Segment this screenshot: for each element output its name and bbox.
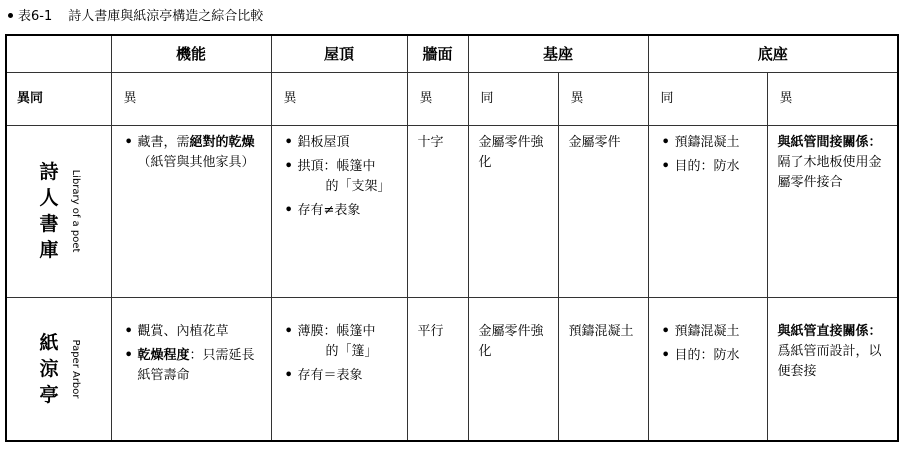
arbor-wall: 平行 [407,297,468,441]
diff-base-2: 異 [558,72,648,125]
list-item: • 預鑄混凝土 [659,133,757,153]
list-item: • 鋁板屋頂 [282,133,397,153]
arbor-name-en: Paper Arbor [70,339,81,399]
list-item: • 存有≠表象 [282,201,397,221]
diff-wall: 異 [407,72,468,125]
arbor-base-1: 金屬零件強化 [468,297,558,441]
diff-row-label: 異同 [6,72,111,125]
list-item: • 乾燥程度：只需延長紙管壽命 [122,346,261,386]
arbor-roof [271,297,407,441]
library-name-en: Library of a poet [70,169,81,253]
comparison-table [5,34,899,442]
library-base-1: 金屬零件強化 [468,125,558,297]
library-row-header [6,125,111,297]
library-base-2: 金屬零件 [558,125,648,297]
table-caption [8,6,263,28]
arbor-base-2: 預鑄混凝土 [558,297,648,441]
list-item: • 觀賞、內植花草 [122,322,261,342]
diff-base-1: 同 [468,72,558,125]
arbor-name-zh: 紙涼亭 [39,331,59,406]
diff-roof: 異 [271,72,407,125]
list-item: • 預鑄混凝土 [659,322,757,342]
diff-foundation-2: 異 [767,72,898,125]
arbor-foundation-2: 與紙管直接關係：爲紙管而設計，以便套接 [767,297,898,441]
list-item: • 目的：防水 [659,346,757,366]
list-item: • 目的：防水 [659,157,757,177]
library-name-zh: 詩人書庫 [39,161,59,261]
library-roof [271,125,407,297]
list-item: • 存有＝表象 [282,366,397,386]
header-base: 基座 [468,35,648,72]
arbor-row [6,297,898,441]
header-wall: 牆面 [407,35,468,72]
library-foundation-2: 與紙管間接關係：隔了木地板使用金屬零件接合 [767,125,898,297]
arbor-foundation-1 [648,297,767,441]
header-foundation: 底座 [648,35,898,72]
list-item: • 薄膜：帳篷中 的「篷」 [282,322,397,362]
table-number: 表6-1 [18,9,53,24]
list-item: • 拱頂：帳篷中 的「支架」 [282,157,397,197]
diff-row [6,72,898,125]
library-foundation-1 [648,125,767,297]
corner-cell [6,35,111,72]
bullet-icon [8,13,13,18]
library-row [6,125,898,297]
list-item: • 藏書，需絕對的乾燥（紙管與其他家具） [122,133,261,173]
arbor-row-header [6,297,111,441]
header-function: 機能 [111,35,271,72]
arbor-function [111,297,271,441]
header-roof: 屋頂 [271,35,407,72]
library-wall: 十字 [407,125,468,297]
library-function [111,125,271,297]
header-row [6,35,898,72]
diff-function: 異 [111,72,271,125]
diff-foundation-1: 同 [648,72,767,125]
table-title: 詩人書庫與紙涼亭構造之綜合比較 [68,9,264,24]
